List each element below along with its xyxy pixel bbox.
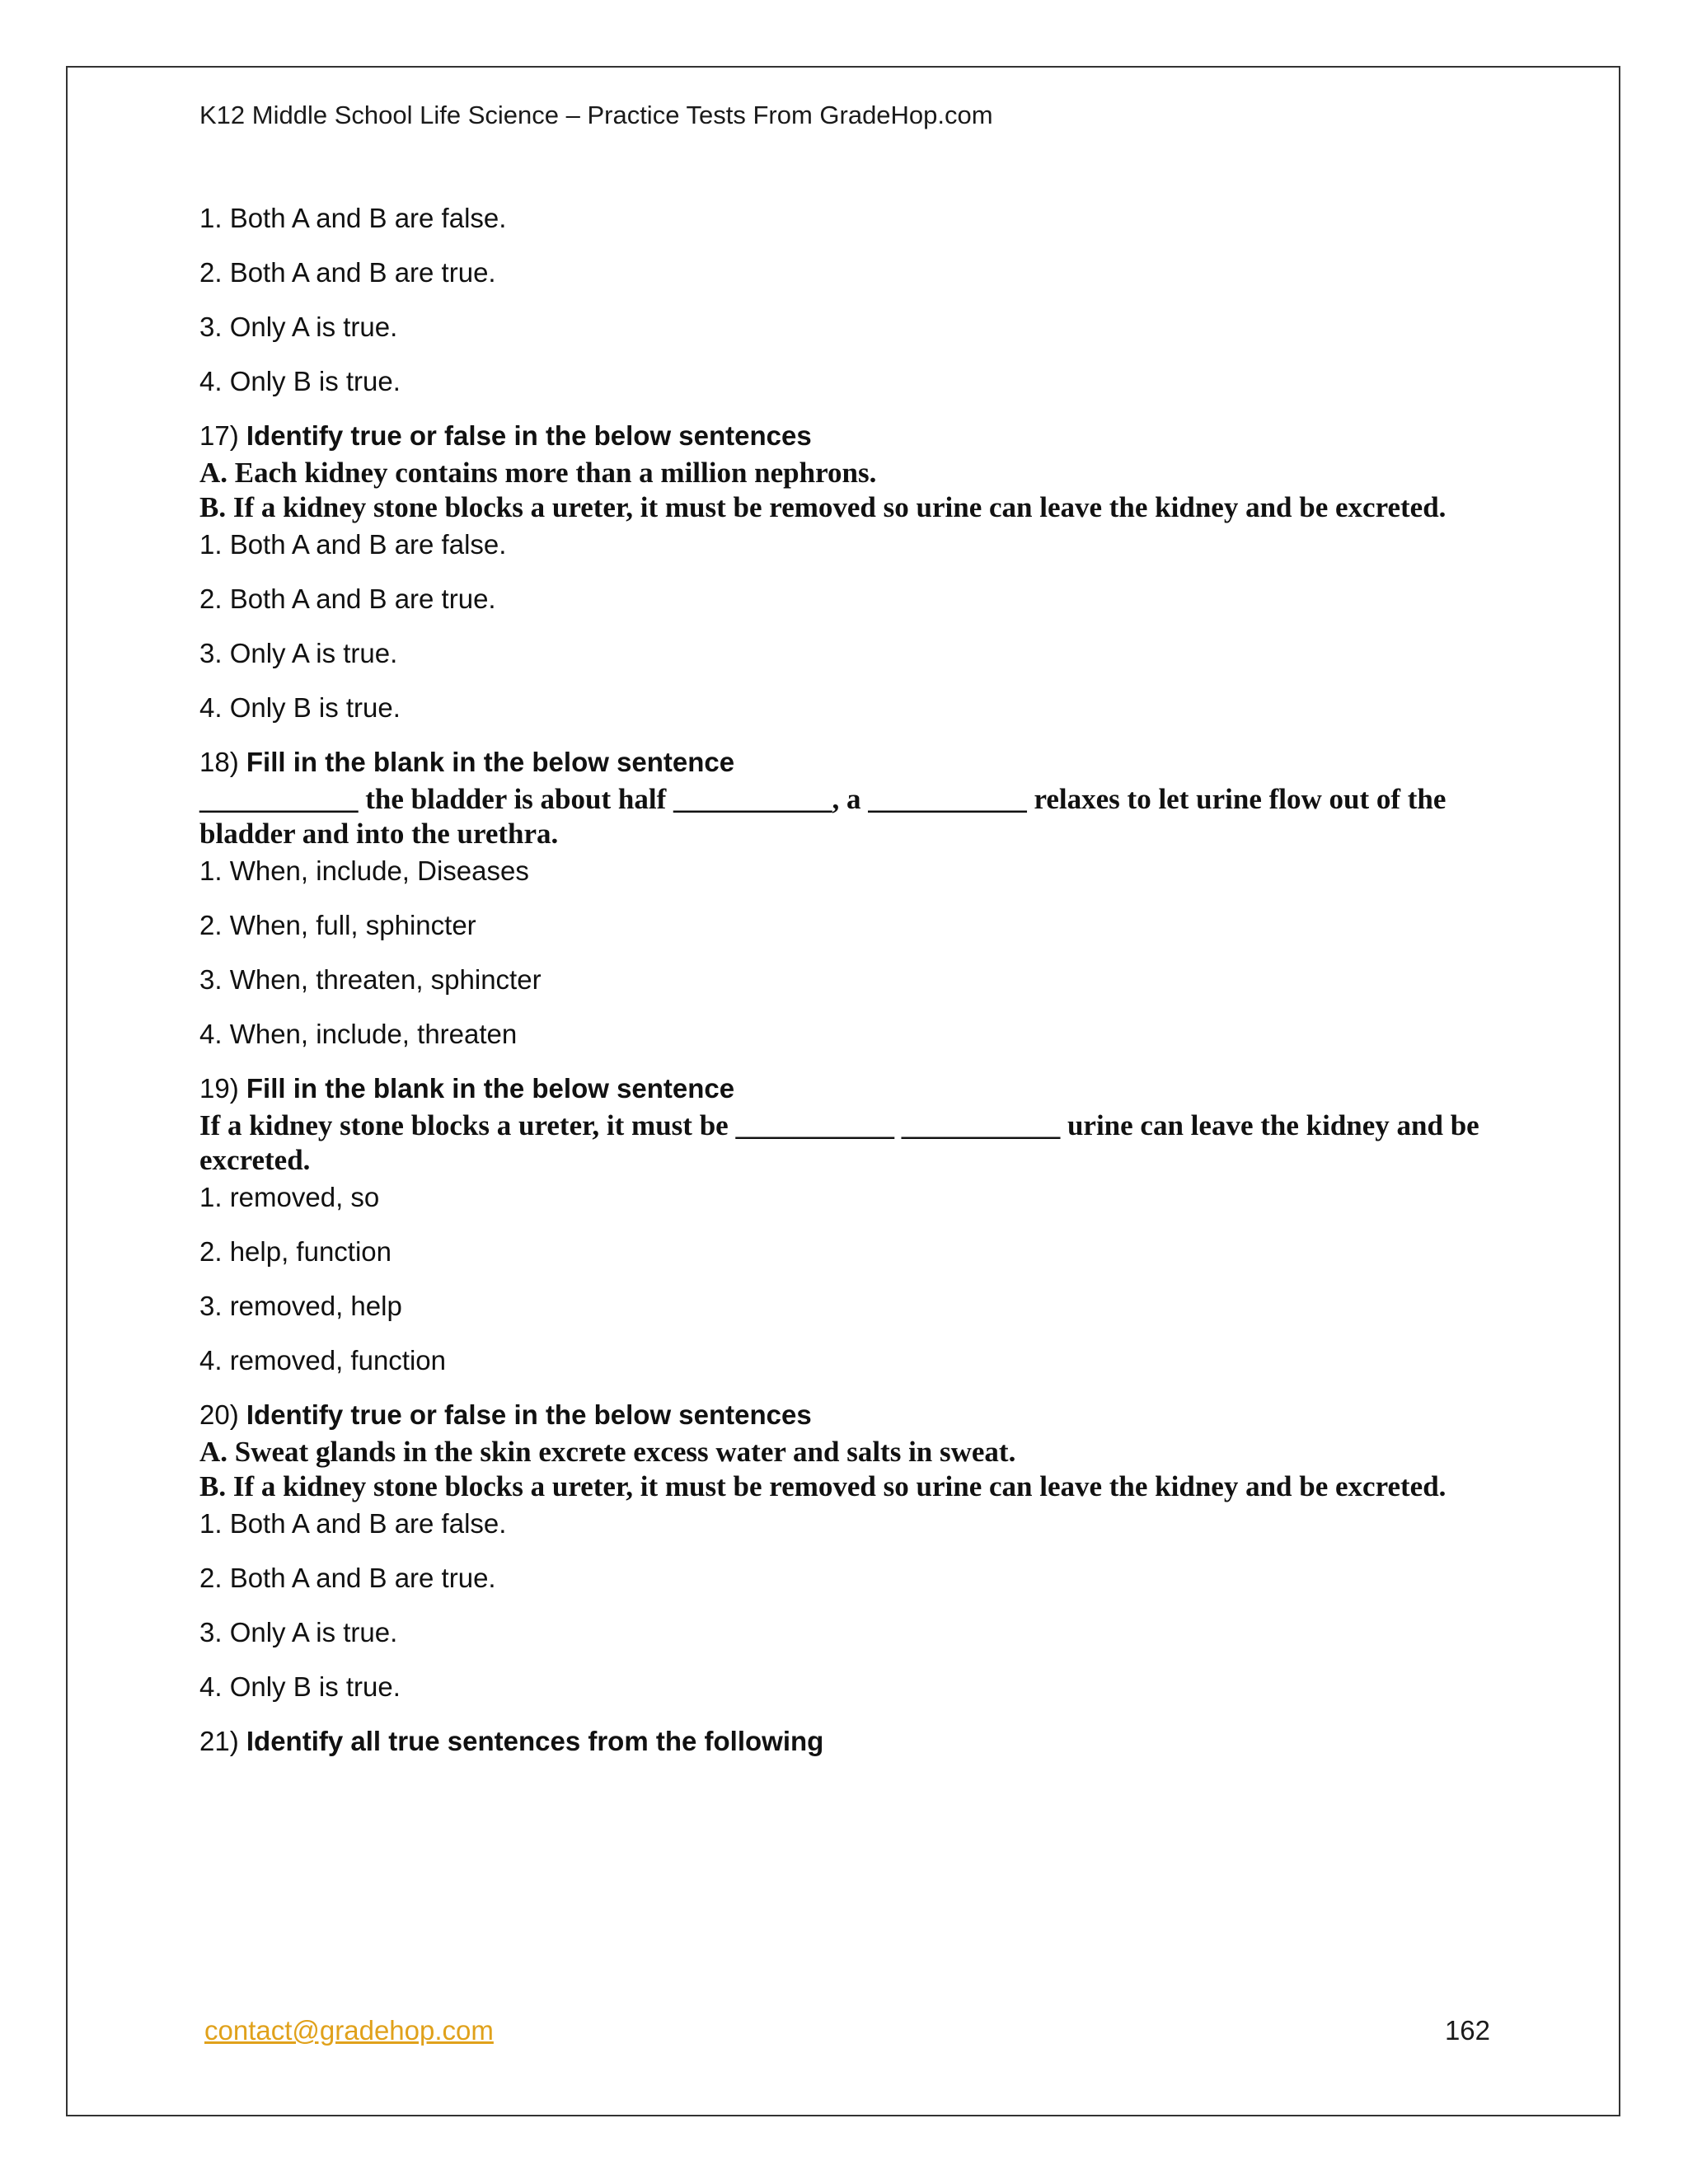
answer-option: 1. Both A and B are false.: [199, 529, 507, 560]
statement-a: A. Each kidney contains more than a million nephrons.: [199, 457, 877, 489]
answer-option: 1. Both A and B are false.: [199, 1508, 507, 1539]
previous-question-options: [199, 202, 1485, 398]
answer-option: 3. removed, help: [199, 1291, 402, 1321]
answer-option: 4. Only B is true.: [199, 366, 401, 396]
fill-in-sentence: If a kidney stone blocks a ureter, it must be ___________ ___________ urine can leave the kidney and be excreted.: [199, 1109, 1479, 1176]
question-number: 19): [199, 1073, 239, 1104]
page-number: 162: [1444, 2015, 1490, 2046]
answer-option: 2. Both A and B are true.: [199, 257, 496, 288]
question-statements: [199, 1108, 1485, 1178]
question-prompt: Fill in the blank in the below sentence: [246, 747, 735, 777]
question-statements: [199, 1435, 1485, 1504]
statement-b: B. If a kidney stone blocks a ureter, it must be removed so urine can leave the kidney and be excreted.: [199, 491, 1447, 523]
question-heading: [199, 1725, 1485, 1758]
answer-option: 3. When, threaten, sphincter: [199, 964, 542, 995]
answer-option: 2. help, function: [199, 1236, 392, 1267]
question-prompt: Identify true or false in the below sentences: [246, 1399, 812, 1430]
answer-option: 2. When, full, sphincter: [199, 910, 476, 940]
answer-option: 4. Only B is true.: [199, 692, 401, 723]
answer-option: 1. Both A and B are false.: [199, 203, 507, 233]
answer-option: 4. removed, function: [199, 1345, 446, 1376]
question-statements: [199, 782, 1485, 851]
question-number: 17): [199, 420, 239, 451]
question-heading: [199, 1399, 1485, 1432]
answer-option: 1. When, include, Diseases: [199, 855, 529, 886]
answer-option: 4. Only B is true.: [199, 1671, 401, 1702]
question-heading: [199, 1072, 1485, 1105]
question-number: 21): [199, 1726, 239, 1756]
question-number: 20): [199, 1399, 239, 1430]
question-number: 18): [199, 747, 239, 777]
question-21: [199, 1725, 1485, 1758]
statement-a: A. Sweat glands in the skin excrete excess water and salts in sweat.: [199, 1436, 1016, 1468]
question-heading: [199, 746, 1485, 779]
question-18: [199, 746, 1485, 1051]
answer-option: 3. Only A is true.: [199, 312, 398, 342]
question-20: [199, 1399, 1485, 1704]
question-heading: [199, 419, 1485, 452]
answer-option: 1. removed, so: [199, 1182, 380, 1212]
answer-option: 2. Both A and B are true.: [199, 583, 496, 614]
question-statements: [199, 456, 1485, 525]
statement-b: B. If a kidney stone blocks a ureter, it must be removed so urine can leave the kidney and be excreted.: [199, 1470, 1447, 1502]
page-header: K12 Middle School Life Science – Practice Tests From GradeHop.com: [199, 101, 993, 129]
answer-option: 4. When, include, threaten: [199, 1019, 518, 1049]
question-prompt: Fill in the blank in the below sentence: [246, 1073, 735, 1104]
question-17: [199, 419, 1485, 724]
fill-in-sentence: ___________ the bladder is about half ___________, a ___________ relaxes to let urine flow out of the bladder and into the urethra.: [199, 783, 1447, 850]
question-prompt: Identify true or false in the below sentences: [246, 420, 812, 451]
question-prompt: Identify all true sentences from the following: [246, 1726, 824, 1756]
answer-option: 2. Both A and B are true.: [199, 1563, 496, 1593]
question-19: [199, 1072, 1485, 1377]
answer-option: 3. Only A is true.: [199, 1617, 398, 1647]
contact-email-link[interactable]: contact@gradehop.com: [204, 2015, 494, 2046]
answer-option: 3. Only A is true.: [199, 638, 398, 668]
document-body: [199, 202, 1485, 1761]
